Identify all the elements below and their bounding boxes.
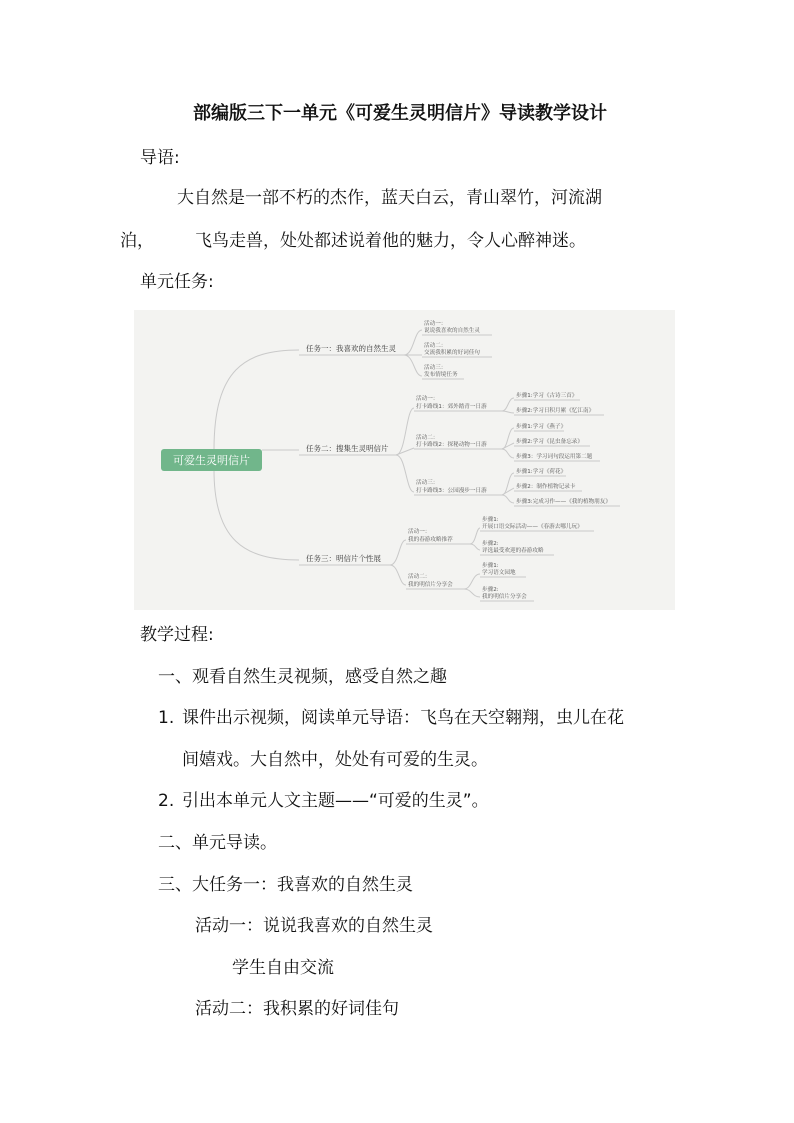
section-2-heading: 二、单元导读。: [158, 833, 277, 853]
intro-paragraph-line-2b: 飞鸟走兽，处处都述说着他的魅力，令人心醉神迷。: [195, 231, 586, 251]
mindmap-t2-activity-1-label: 活动一：: [416, 396, 439, 402]
mindmap-root-label: 可爱生灵明信片: [173, 454, 250, 467]
section-1-item-2: 引出本单元人文主题——“可爱的生灵”。: [182, 791, 489, 811]
mindmap-t2-a2-step-3: 步骤3：学习词句段运用第二题: [516, 454, 593, 460]
mindmap-t2-a3-step-2: 步骤2：制作植物记录卡: [516, 484, 576, 490]
mindmap-svg: [134, 310, 675, 610]
unit-task-label: 单元任务:: [140, 272, 214, 292]
activity-1-heading: 活动一：说说我喜欢的自然生灵: [195, 916, 433, 936]
mindmap-t3-a2-step-1-label: 步骤1:: [482, 563, 499, 569]
mindmap-t2-a2-step-1: 步骤1:学习《燕子》: [516, 424, 567, 430]
mindmap-t2-activity-3-text: 打卡路线3：公园漫步一日游: [416, 488, 487, 494]
section-1-item-2-number: 2.: [158, 791, 175, 811]
mindmap-t2-activity-2-text: 打卡路线2：探秘动物一日游: [416, 442, 487, 448]
mindmap-t3-activity-2-label: 活动二：: [408, 574, 431, 580]
mindmap-t3-a1-step-2-label: 步骤2:: [482, 541, 499, 547]
section-1-item-1-number: 1.: [158, 708, 175, 728]
mindmap-t1-activity-1-label: 活动一：: [424, 321, 447, 327]
intro-paragraph-line-1: 大自然是一部不朽的杰作，蓝天白云，青山翠竹，河流湖: [177, 188, 602, 208]
mindmap-t2-a3-step-3: 步骤3:完成习作——《我的植物朋友》: [516, 499, 611, 505]
mindmap-t1-activity-1-text: 说说我喜欢的自然生灵: [424, 328, 480, 334]
mindmap-t3-activity-2-text: 我的明信片分享会: [408, 582, 453, 588]
mindmap-t3-a2-step-2-text: 我的明信片分享会: [482, 594, 527, 600]
section-3-heading: 三、大任务一：我喜欢的自然生灵: [158, 875, 413, 895]
section-1-item-1-line-1: 课件出示视频，阅读单元导语：飞鸟在天空翱翔，虫儿在花: [182, 708, 624, 728]
mindmap-t3-a1-step-1-label: 步骤1:: [482, 517, 499, 523]
intro-label: 导语:: [140, 148, 180, 168]
document-title: 部编版三下一单元《可爱生灵明信片》导读教学设计: [193, 103, 607, 124]
activity-1-detail: 学生自由交流: [232, 958, 334, 978]
mindmap-t1-activity-3-label: 活动三：: [424, 365, 447, 371]
section-1-heading: 一、观看自然生灵视频，感受自然之趣: [158, 667, 447, 687]
unit-task-mindmap: [134, 310, 675, 610]
mindmap-t3-a1-step-1-text: 开展口语交际活动——《春游去哪儿玩》: [482, 524, 583, 530]
mindmap-t2-a1-step-1: 步骤1:学习《古诗三首》: [516, 393, 578, 399]
mindmap-t3-activity-1-label: 活动一：: [408, 529, 431, 535]
section-1-item-1-line-2: 间嬉戏。大自然中，处处有可爱的生灵。: [182, 750, 488, 770]
mindmap-task-3: 任务三：明信片个性展: [306, 554, 381, 563]
mindmap-task-2: 任务二：搜集生灵明信片: [306, 444, 389, 453]
mindmap-t3-a1-step-2-text: 评选最受欢迎的春游攻略: [482, 548, 544, 554]
mindmap-t2-a3-step-1: 步骤1:学习《荷花》: [516, 469, 567, 475]
mindmap-t3-a2-step-2-label: 步骤2:: [482, 587, 499, 593]
intro-paragraph-line-2a: 泊，: [120, 231, 154, 251]
mindmap-task-1: 任务一：我喜欢的自然生灵: [306, 344, 396, 353]
mindmap-t3-a2-step-1-text: 学习语文园地: [482, 570, 516, 576]
mindmap-t2-activity-1-text: 打卡路线1：郊外踏青一日游: [416, 404, 487, 410]
mindmap-t2-a2-step-2: 步骤2:学习《昆虫备忘录》: [516, 439, 583, 445]
mindmap-t2-activity-3-label: 活动三：: [416, 480, 439, 486]
mindmap-t1-activity-3-text: 发布情境任务: [424, 372, 458, 378]
teaching-process-label: 教学过程:: [140, 625, 214, 645]
mindmap-t1-activity-2-label: 活动二：: [424, 343, 447, 349]
mindmap-t2-activity-2-label: 活动二：: [416, 435, 439, 441]
mindmap-t1-activity-2-text: 交流我积累的好词佳句: [424, 350, 480, 356]
mindmap-t3-activity-1-text: 我的春游攻略推荐: [408, 537, 453, 543]
mindmap-t2-a1-step-2: 步骤2:学习日积月累《忆江南》: [516, 408, 595, 414]
activity-2-heading: 活动二：我积累的好词佳句: [195, 999, 399, 1019]
